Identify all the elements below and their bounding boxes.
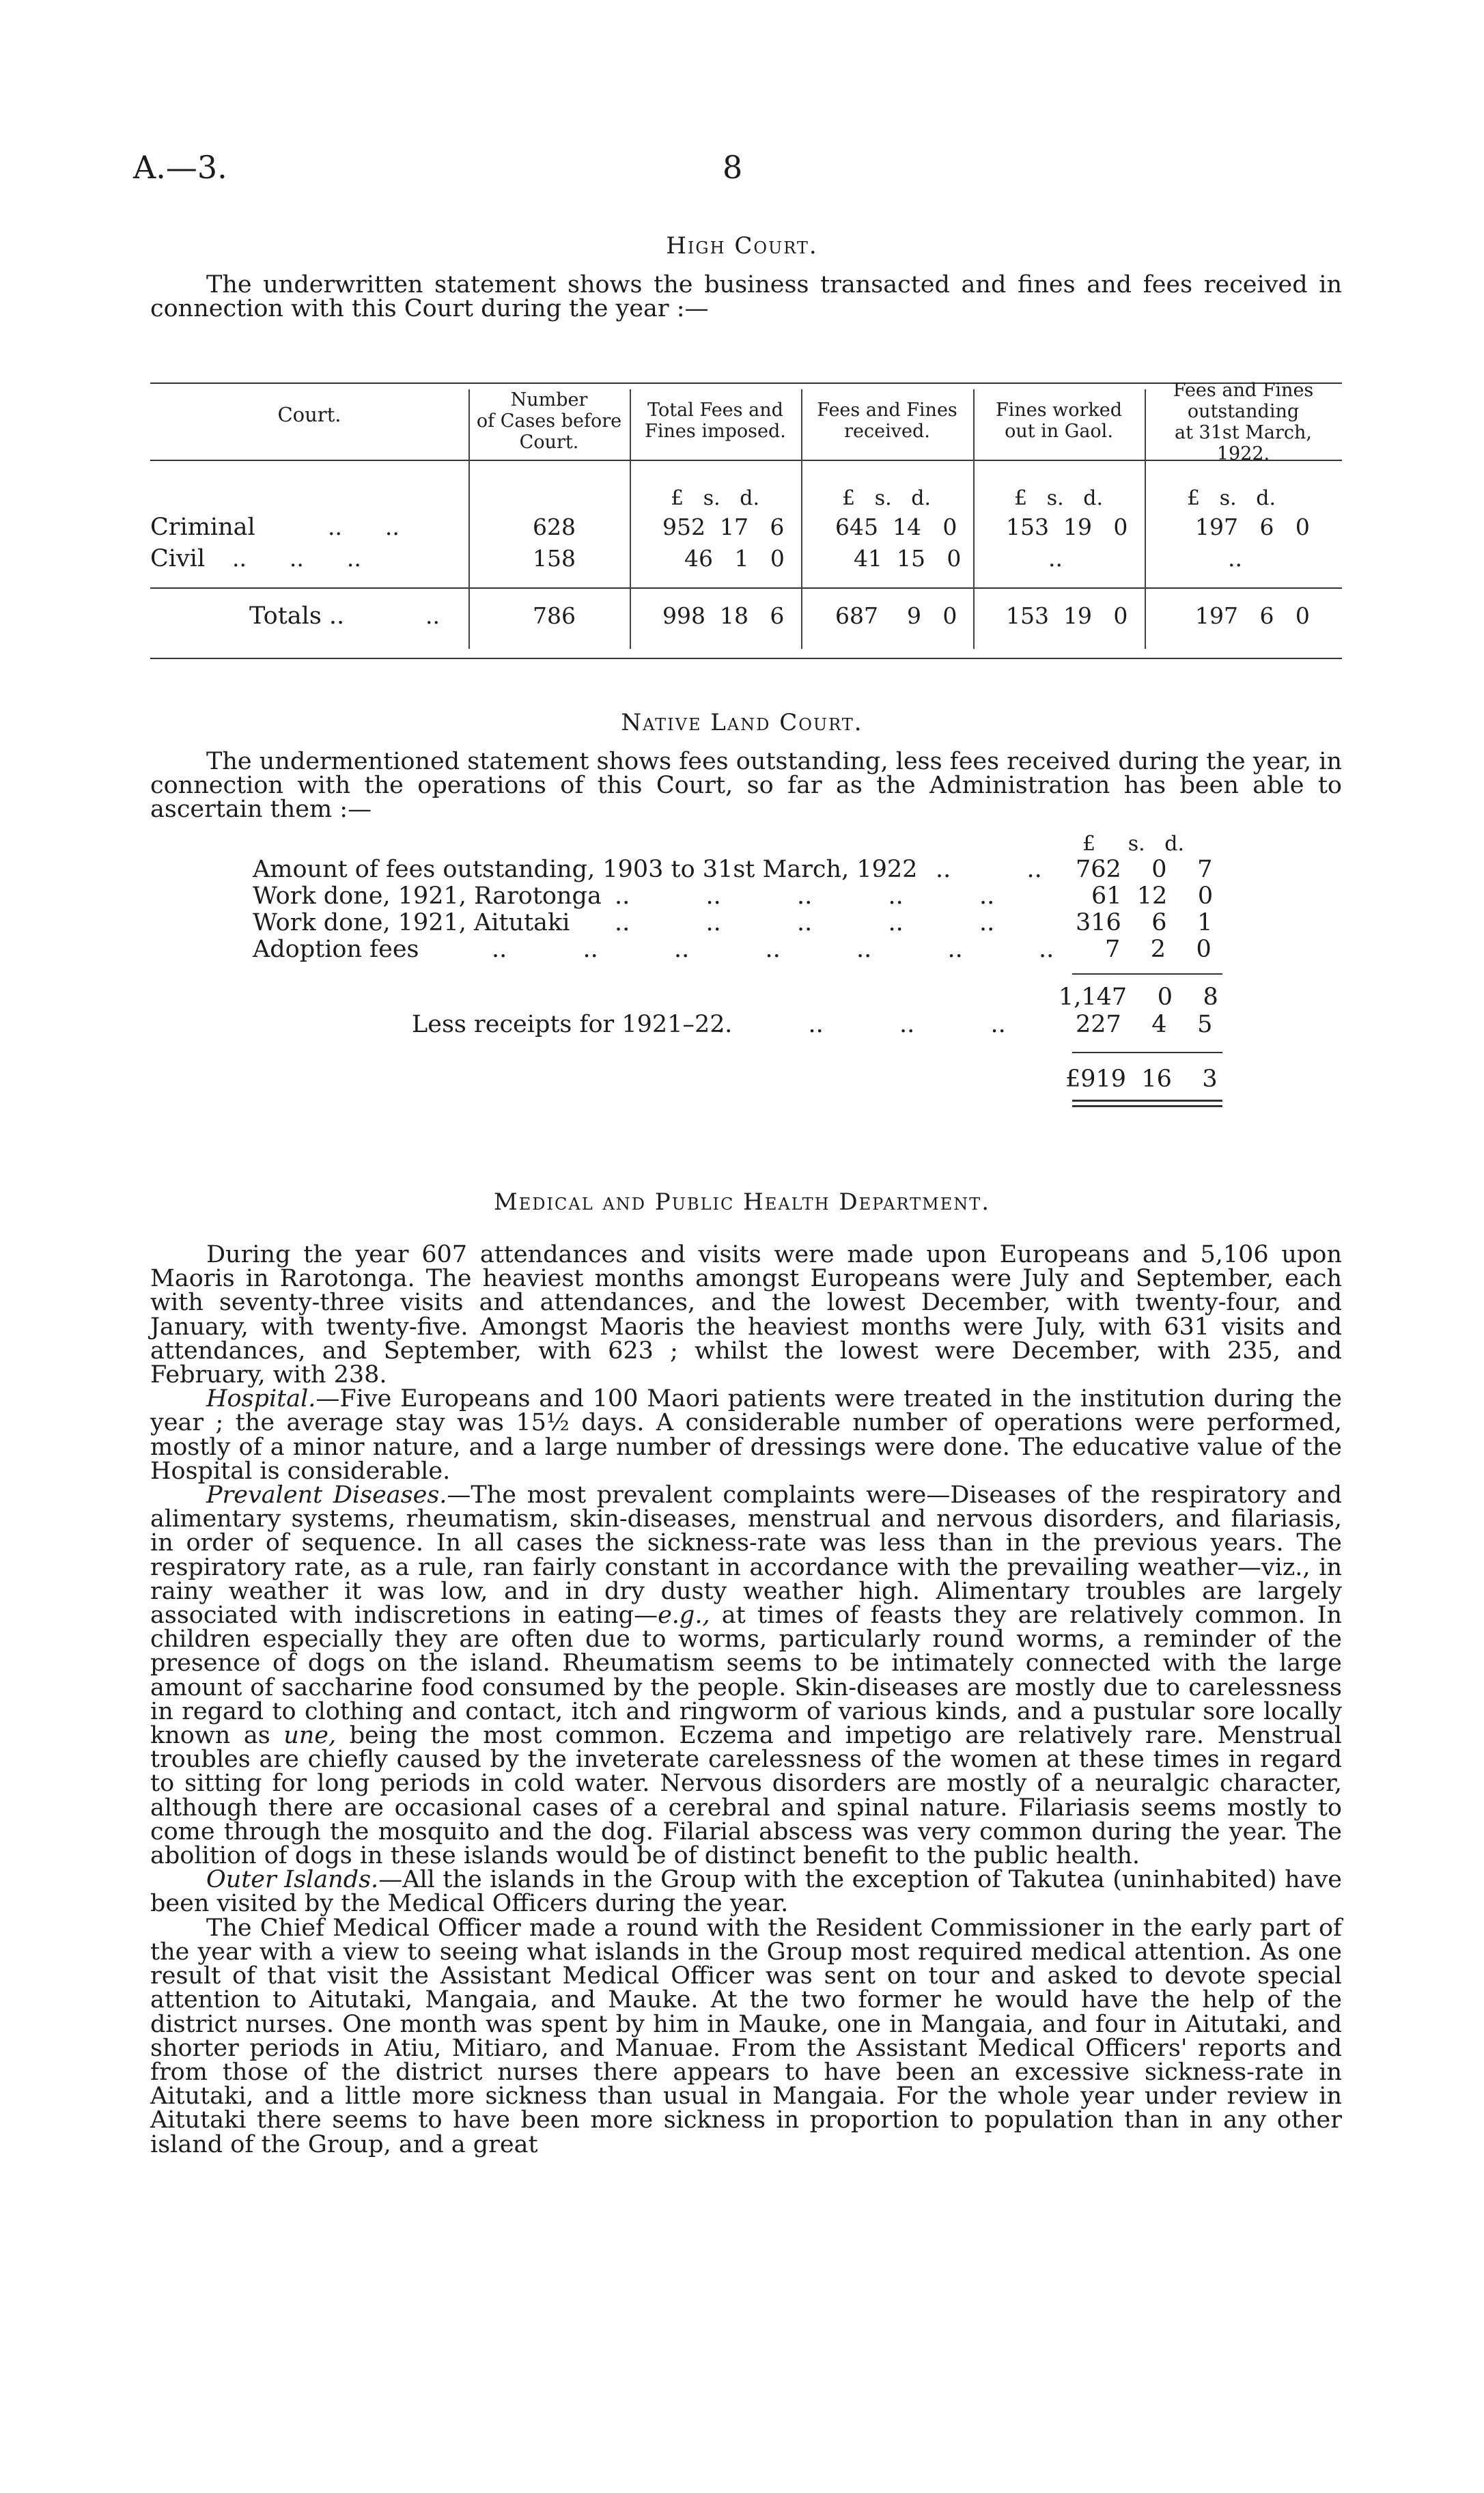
subtotal-amount: 1,147 0 8 (1059, 984, 1218, 1011)
cell-imposed: 998 18 6 (662, 602, 785, 629)
hospital-heading: Hospital. (206, 1385, 316, 1413)
column-header-fees-received: Fees and Fines received. (817, 400, 957, 442)
total-amount: £919 16 3 (1065, 1066, 1218, 1093)
row-label-criminal: Criminal (150, 514, 255, 541)
cell-gaol: 153 19 0 (1006, 514, 1128, 540)
medical-paragraph-hospital (150, 1387, 1342, 1484)
currency-header: £ s. d. (842, 486, 931, 510)
statement-amount: 7 2 0 (1105, 936, 1212, 963)
statement-leader: .. .. .. .. .. .. .. (492, 936, 1054, 963)
currency-header: £ s. d. (1014, 486, 1103, 510)
column-header-fines-gaol: Fines worked out in Gaol. (995, 400, 1123, 442)
row-leader: .. .. .. (232, 545, 361, 572)
less-receipts-amount: 227 4 5 (1076, 1011, 1213, 1038)
page-number: 8 (723, 149, 743, 186)
cell-imposed: 46 1 0 (684, 545, 785, 572)
cell-outstanding: 197 6 0 (1195, 602, 1310, 629)
statement-amount: 61 12 0 (1091, 882, 1214, 910)
row-label-civil: Civil (150, 545, 206, 572)
currency-header: £ s. d. (671, 486, 759, 510)
medical-paragraph-outer (150, 1868, 1342, 1916)
cell-cases: 158 (533, 545, 576, 572)
statement-leader: .. .. (936, 856, 1042, 883)
column-header-fees-imposed: Total Fees and Fines imposed. (645, 400, 786, 442)
subtotal-rule (1072, 973, 1222, 975)
prevalent-une: une, (283, 1722, 337, 1750)
cell-received: 645 14 0 (835, 514, 957, 540)
prevalent-heading: Prevalent Diseases. (206, 1481, 447, 1509)
outer-heading: Outer Islands. (206, 1866, 379, 1894)
medical-paragraph-tour: The Chief Medical Officer made a round with the Resident Commissioner in the early part of the year with a view to seeing what islands in the Group most required medical attention. As one result of that visit the Assistant Medical Officer was sent on tour and asked to devote special attention to Aitutaki, Mangaia, and Mauke. At the two former he would have the help of the district nurses. One month was spent by him in Mauke, one in Mangaia, and four in Aitutaki, and shorter periods in Atiu, Mitiaro, and Manuae. From the Assistant Medical Officers' reports and from those of the district nurses there appears to have been an excessive sickness-rate in Aitutaki, and a little more sickness than usual in Mangaia. For the whole year under review in Aitutaki there seems to have been more sickness in proportion to population than in any other island of the Group, and a great (150, 1914, 1342, 2158)
column-header-court: Court. (277, 403, 341, 426)
currency-header: £ s. d. (1082, 832, 1185, 856)
double-rule-top (1072, 1100, 1222, 1102)
prevalent-text-2: at times of feasts they are relatively common. In children especially they are often due to worms, particularly round worms, a reminder of the presence of dogs on the island. Rheumatism seems to be intimately connected with the large amount of saccharine food consumed by the people. Skin-diseases are mostly due to carelessness in regard to clothing and contact, itch and ringworm of various kinds, and a pustular sore locally known as (150, 1602, 1342, 1750)
medical-paragraph-prevalent (150, 1481, 1342, 1870)
column-header-cases: Number of Cases before Court. (476, 389, 622, 453)
native-land-court-intro: The undermentioned statement shows fees outstanding, less fees received during the year, in connection with the operations of this Court, so far as the Administration has been able to ascertain them :— (150, 748, 1342, 823)
outer-text: —All the islands in the Group with the exception of Takutea (uninhabited) have been visited by the Medical Officers during the year. (150, 1866, 1342, 1918)
statement-amount: 762 0 7 (1076, 856, 1213, 883)
statement-amount: 316 6 1 (1076, 909, 1213, 936)
total-rule (1072, 1052, 1222, 1053)
row-leader: .. (425, 602, 440, 629)
cell-outstanding: .. (1228, 545, 1242, 572)
statement-label: Amount of fees outstanding, 1903 to 31st March, 1922 (253, 856, 918, 883)
statement-label: Work done, 1921, Rarotonga (253, 882, 602, 910)
prevalent-text-1: —The most prevalent complaints were—Diseases of the respiratory and alimentary systems, rheumatism, skin-diseases, menstrual and nervous disorders, and filariasis, in order of sequence. In all cases the sickness-rate was less than in the previous years. The respiratory rate, as a rule, ran fairly constant in accordance with the prevailing weather—viz., in rainy weather it was low, and in dry dusty weather high. Alimentary troubles are largely associated with indiscretions in eating— (150, 1481, 1342, 1630)
cell-received: 41 15 0 (854, 545, 962, 572)
cell-gaol: .. (1048, 545, 1063, 572)
statement-leader: .. .. .. .. .. (615, 882, 995, 910)
high-court-intro: The underwritten statement shows the business transacted and fines and fees received in connection with this Court during the year :— (150, 271, 1342, 322)
document-reference: A.—3. (133, 149, 227, 186)
less-receipts-label: Less receipts for 1921–22 (412, 1011, 725, 1038)
cell-cases: 628 (533, 514, 576, 540)
column-header-outstanding: Fees and Fines outstanding at 31st March, 1922. (1173, 380, 1314, 464)
medical-title: Medical and Public Health Department. (493, 1188, 991, 1216)
prevalent-text-3: being the most common. Eczema and impetigo are relatively rare. Menstrual troubles are chiefly caused by the inveterate carelessness of the women at these times in regard to sitting for long periods in cold water. Nervous disorders are mostly of a neuralgic character, although there are occasional cases of a cerebral and spinal nature. Filariasis seems mostly to come through the mosquito and the dog. Filarial abscess was very common during the year. The abolition of dogs in these islands would be of distinct benefit to the public health. (150, 1722, 1342, 1870)
hospital-text: —Five Europeans and 100 Maori patients were treated in the institution during the year ; the average stay was 15½ days. A considerable number of operations were performed, mostly of a minor nature, and a large number of dressings were done. The educative value of the Hospital is considerable. (150, 1385, 1342, 1485)
row-label-totals: Totals .. (249, 602, 345, 630)
statement-leader: .. .. .. .. .. (615, 909, 995, 936)
medical-paragraph-general: During the year 607 attendances and visits were made upon Europeans and 5,106 upon Maoris in Rarotonga. The heaviest months amongst Europeans were July and September, each with seventy-three visits and attendances, and the lowest December, with twenty-four, and January, with twenty-five. Amongst Maoris the heaviest months were July, with 631 visits and attendances, and September, with 623 ; whilst the lowest were December, with 235, and February, with 238. (150, 1241, 1342, 1389)
cell-received: 687 9 0 (835, 602, 957, 629)
less-receipts-leader: .. .. .. .. (717, 1011, 1006, 1038)
native-land-court-title: Native Land Court. (621, 709, 863, 736)
prevalent-eg: e.g., (658, 1602, 710, 1630)
medical-body (150, 1243, 1342, 2157)
high-court-title: High Court. (666, 232, 818, 260)
currency-header: £ s. d. (1187, 486, 1276, 510)
cell-imposed: 952 17 6 (662, 514, 785, 540)
row-leader: .. .. (328, 514, 400, 540)
cell-gaol: 153 19 0 (1006, 602, 1128, 629)
statement-label: Work done, 1921, Aitutaki (253, 909, 570, 936)
statement-label: Adoption fees (253, 936, 419, 963)
cell-cases: 786 (533, 602, 576, 629)
double-rule-bottom (1072, 1105, 1222, 1107)
cell-outstanding: 197 6 0 (1195, 514, 1310, 540)
